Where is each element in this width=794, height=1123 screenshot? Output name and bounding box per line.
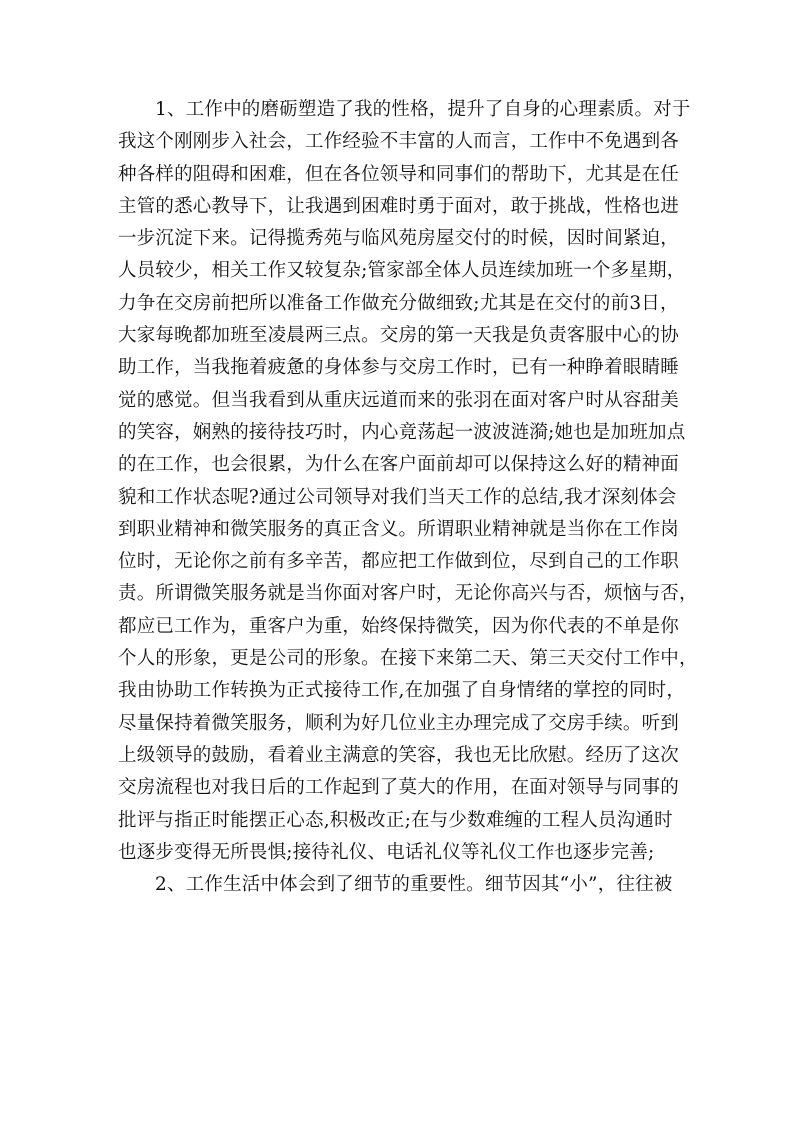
paragraph-1-line-18: 个人的形象，更是公司的形象。在接下来第二天、第三天交付工作中， [118,648,698,670]
paragraph-1-line-1: 1、工作中的磨砺塑造了我的性格，提升了自身的心理素质。对于 [155,99,691,120]
paragraph-1-line-15: 位时，无论你之前有多辛苦，都应把工作做到位，尽到自己的工作职 [118,551,680,573]
paragraph-1-line-23: 批评与指正时能摆正心态,积极改正;在与少数难缠的工程人员沟通时 [118,809,673,831]
paragraph-1-line-2: 我这个刚刚步入社会，工作经验不丰富的人而言，工作中不免遇到各 [118,131,680,153]
paragraph-1-line-16: 责。所谓微笑服务就是当你面对客户时，无论你高兴与否，烦恼与否， [118,583,698,605]
document-body [118,94,698,901]
paragraph-1-line-3: 种各样的阻碍和困难，但在各位领导和同事们的帮助下，尤其是在任 [118,163,680,185]
paragraph-1-line-7: 力争在交房前把所以准备工作做充分做细致;尤其是在交付的前3日， [118,292,679,314]
paragraph-1-line-12: 的在工作，也会很累，为什么在客户面前却可以保持这么好的精神面 [118,454,680,476]
paragraph-1-line-10: 觉的感觉。但当我看到从重庆远道而来的张羽在面对客户时从容甜美 [118,389,680,411]
paragraph-1-line-11: 的笑容，娴熟的接待技巧时，内心竟荡起一波波涟漪;她也是加班加点 [118,421,686,443]
paragraph-1-line-20: 尽量保持着微笑服务，顺利为好几位业主办理完成了交房手续。听到 [118,712,680,734]
paragraph-1-line-9: 助工作，当我拖着疲惫的身体参与交房工作时，已有一种睁着眼睛睡 [118,357,680,379]
paragraph-1-line-19: 我由协助工作转换为正式接待工作,在加强了自身情绪的掌控的同时， [118,680,686,702]
paragraph-1-line-24: 也逐步变得无所畏惧;接待礼仪、电话礼仪等礼仪工作也逐步完善; [118,841,655,863]
paragraph-1-line-21: 上级领导的鼓励，看着业主满意的笑容，我也无比欣慰。经历了这次 [118,744,680,766]
paragraph-1-line-22: 交房流程也对我日后的工作起到了莫大的作用，在面对领导与同事的 [118,777,680,799]
paragraph-1-line-4: 主管的悉心教导下，让我遇到困难时勇于面对，敢于挑战，性格也进 [118,195,680,217]
paragraph-1-line-8: 大家每晚都加班至凌晨两三点。交房的第一天我是负责客服中心的协 [118,325,680,347]
paragraph-2-line-1: 2、工作生活中体会到了细节的重要性。细节因其“小”，往往被 [155,874,673,896]
paragraph-1-line-5: 一步沉淀下来。记得揽秀苑与临风苑房屋交付的时候，因时间紧迫， [118,228,680,250]
paragraph-1-line-17: 都应已工作为，重客户为重，始终保持微笑，因为你代表的不单是你 [118,615,680,637]
paragraph-1-line-6: 人员较少，相关工作又较复杂;管家部全体人员连续加班一个多星期， [118,260,686,282]
paragraph-1-line-13: 貌和工作状态呢?通过公司领导对我们当天工作的总结,我才深刻体会 [118,486,677,508]
paragraph-1-line-14: 到职业精神和微笑服务的真正含义。所谓职业精神就是当你在工作岗 [118,518,680,540]
